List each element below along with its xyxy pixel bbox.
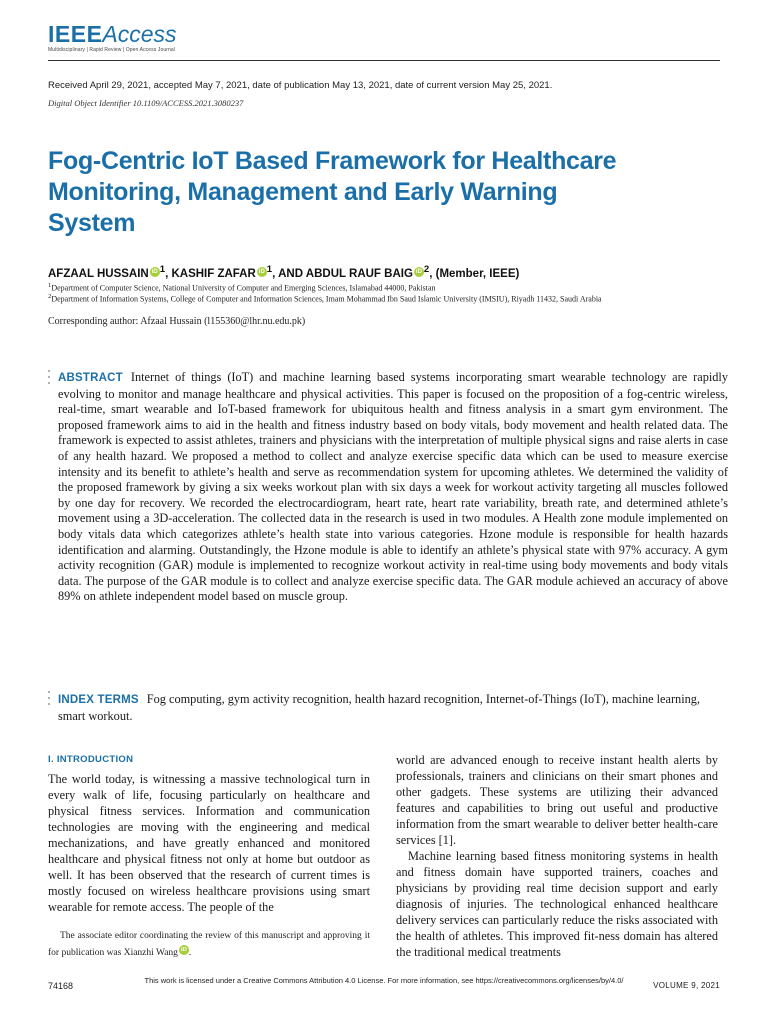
- column-left: [48, 752, 370, 915]
- intro-paragraph-2: Machine learning based fitness monitoring systems in health and fitness domain have supported trainers, coaches and physicians by providing real time decision support and early diagnosis of injuries. The technological enhanced healthcare delivery services can particularly reduce the risks associated with the health of athletes. This improved fit-ness domain has altered the traditional medical treatments: [396, 849, 718, 959]
- author-1: AFZAAL HUSSAIN: [48, 267, 149, 280]
- editor-footnote-text: The associate editor coordinating the review of this manuscript and approving it for publication was Xianzhi Wang: [48, 931, 370, 958]
- doi: Digital Object Identifier 10.1109/ACCESS.2021.3080237: [48, 98, 244, 108]
- journal-name: [48, 22, 177, 46]
- orcid-icon[interactable]: iD: [180, 947, 187, 953]
- license-notice: This work is licensed under a Creative Commons Attribution 4.0 License. For more information, see https://creativecommons.org/licenses/by/4.0/: [144, 976, 624, 985]
- section-marker-icon: [48, 691, 51, 709]
- section-heading: I. INTRODUCTION: [48, 754, 134, 765]
- abstract-label: ABSTRACT: [58, 372, 123, 384]
- volume-info: VOLUME 9, 2021: [653, 981, 720, 990]
- header-rule: [48, 60, 720, 61]
- author-separator: ,: [165, 267, 172, 280]
- affiliation-1-number: 1: [48, 282, 52, 289]
- author-list: [48, 264, 519, 280]
- intro-paragraph-1: The world today, is witnessing a massive technological turn in every walk of life, focusing particularly on healthcare and physical fitness services. Information and communication technologies are moving with the engineering and medical mechanizations, and have greatly enhanced and monitored healthcare and physical fitness not only at home but outdoor as well. It has been observed that the research of current times is mostly focused on wireless healthcare provisions using smart wearable for remote access. The people of the: [48, 772, 370, 914]
- orcid-icon[interactable]: iD: [415, 268, 422, 275]
- author-1-affil: 1: [159, 264, 166, 275]
- editor-footnote: The associate editor coordinating the review of this manuscript and approving it for publication was Xianzhi Wang iD .: [48, 931, 370, 958]
- journal-logo: [48, 22, 177, 53]
- column-right: [396, 752, 718, 960]
- affiliation-1-text: Department of Computer Science, National University of Computer and Emerging Sciences, Islamabad 44000, Pakistan: [51, 283, 436, 293]
- author-3-affil: 2: [423, 264, 430, 275]
- intro-paragraph-1-continued: world are advanced enough to receive instant health alerts by professionals, trainers and clinicians on their smart phones and other gadgets. These systems are utilizing their advanced features and capabilities to bring out useful and productive information from the smart wearable to deliver better health-care services [1].: [396, 753, 718, 847]
- journal-name-light: Access: [102, 21, 177, 47]
- affiliation-2: [48, 291, 648, 305]
- index-terms: [58, 691, 728, 724]
- received-dates: Received April 29, 2021, accepted May 7, 2021, date of publication May 13, 2021, date of current version May 25, 2021.: [48, 80, 553, 91]
- section-marker-icon: [48, 370, 51, 388]
- author-3: ABDUL RAUF BAIG: [305, 267, 413, 280]
- author-separator: , AND: [272, 267, 306, 280]
- author-2-affil: 1: [266, 264, 273, 275]
- author-2: KASHIF ZAFAR: [171, 267, 256, 280]
- abstract: [58, 370, 728, 605]
- page-number: 74168: [48, 981, 74, 991]
- corresponding-author: Corresponding author: Afzaal Hussain (l155360@lhr.nu.edu.pk): [48, 316, 306, 327]
- orcid-icon[interactable]: iD: [151, 268, 158, 275]
- author-membership: , (Member, IEEE): [429, 267, 520, 280]
- index-terms-label: INDEX TERMS: [58, 694, 139, 706]
- affiliation-2-text: Department of Information Systems, College of Computer and Information Sciences, Imam Mohammad Ibn Saud Islamic University (IMSIU), Riyadh 11432, Saudi Arabia: [51, 294, 602, 304]
- index-terms-text: Fog computing, gym activity recognition, health hazard recognition, Internet-of-Things (IoT), machine learning, smart workout.: [58, 692, 700, 723]
- affiliation-2-number: 2: [48, 293, 52, 300]
- journal-name-bold: IEEE: [48, 21, 103, 47]
- paper-title: Fog-Centric IoT Based Framework for Healthcare Monitoring, Management and Early Warning System: [48, 147, 617, 237]
- abstract-text: Internet of things (IoT) and machine learning based systems incorporating smart wearable technology are rapidly evolving to monitor and manage healthcare and physical activities. This paper is focused on the proposition of a fog-centric wireless, real-time, smart wearable and IoT-based framework for ubiquitous health and fitness analysis in a smart gym environment. The proposed framework aims to aid in the health and fitness industry based on body vitals, body movement and health related data. The framework is expected to assist athletes, trainers and physicians with the interpretation of multiple physical signs and raise alerts in case of any health hazard. We proposed a method to collect and analyze exercise specific data which can be used to measure exercise intensity and its benefit to athlete’s health and serve as recommendation system for upcoming athletes. We determined the validity of the proposed framework by giving a six weeks workout plan with six days a week for workout activity targeting all muscles followed by one day for recovery. We recorded the electrocardiogram, heart rate, heart rate variability, breath rate, and determined athlete’s movement using a 3D-acceleration. The collected data in the research is used in two modules. A Health zone module implemented on body vitals data which categorizes athlete’s health state into various categories. Hzone module is responsible for health hazards identification and alarming. Outstandingly, the Hzone module is able to identify an athlete’s physical state with 97% accuracy. A gym activity recognition (GAR) module is implemented to recognize workout activity in real-time using body movements and body vitals data. The purpose of the GAR module is to collect and analyze exercise specific data. The GAR module achieved an accuracy of above 89% on athlete independent model based on muscle group.: [58, 370, 728, 604]
- orcid-icon[interactable]: iD: [258, 268, 265, 275]
- journal-tagline: Multidisciplinary | Rapid Review | Open Access Journal: [48, 47, 175, 53]
